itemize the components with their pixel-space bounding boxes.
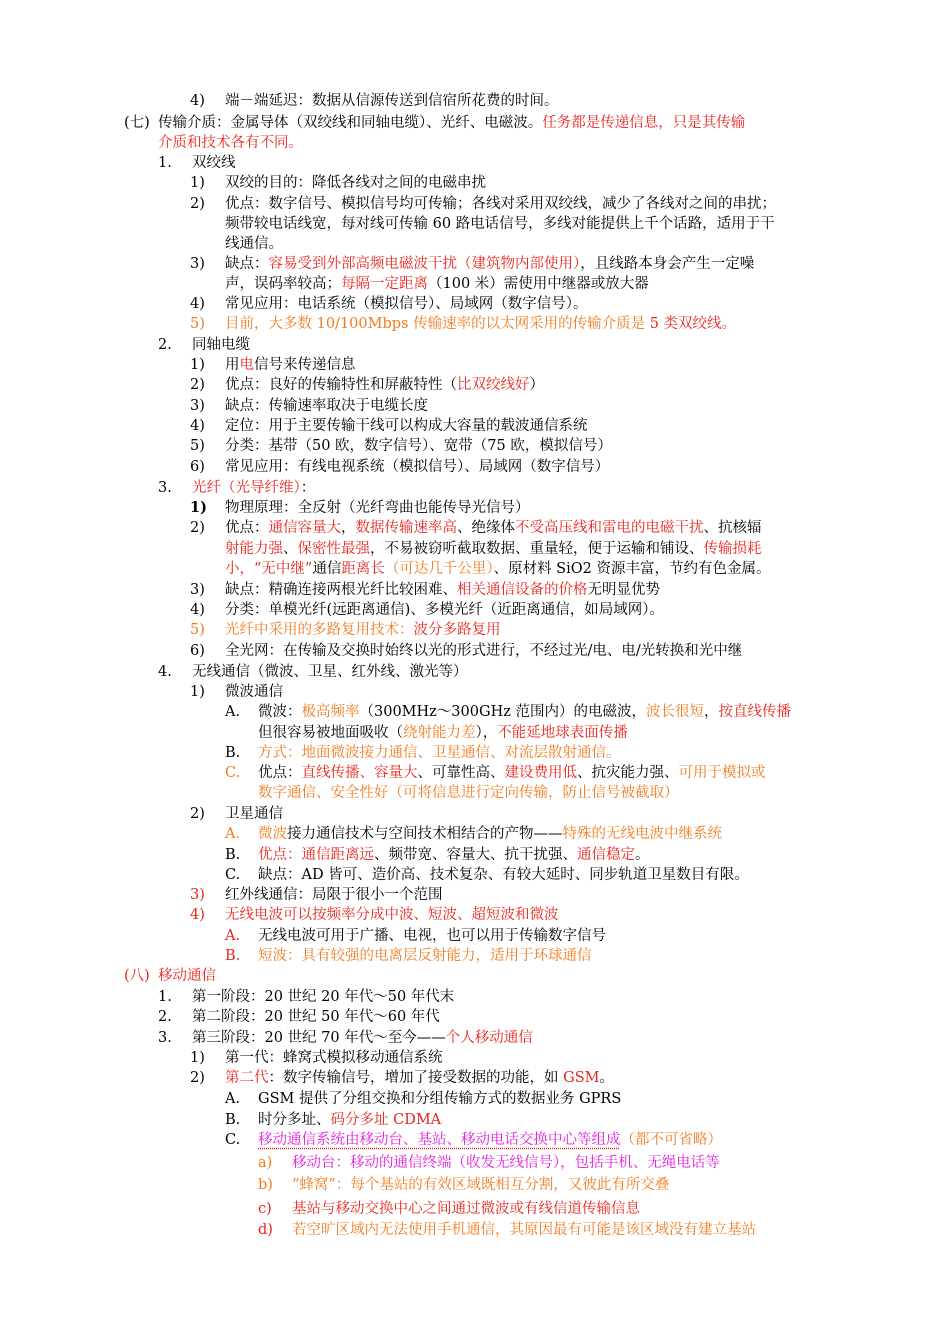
- text-run: 无线电波可用于广播、电视，也可以用于传输数字信号: [258, 928, 606, 944]
- list-marker: 3): [190, 398, 205, 414]
- list-marker: d): [258, 1222, 273, 1238]
- list-marker: 6): [190, 643, 205, 659]
- list-marker: 4.: [158, 664, 172, 680]
- list-marker: 2): [190, 806, 205, 822]
- text-run: 定位：用于主要传输干线可以构成大容量的载波通信系统: [225, 418, 588, 434]
- text-line: [258, 1089, 621, 1109]
- text-run: 缺点：精确连接两根光纤比较困难、: [225, 582, 457, 598]
- text-run: 通信: [312, 561, 342, 577]
- text-run: 通信容量大: [268, 520, 341, 536]
- text-line: [192, 478, 315, 498]
- text-run: 第一代：蜂窝式模拟移动通信系统: [225, 1050, 443, 1066]
- text-line: [225, 375, 544, 395]
- list-marker: 2): [190, 377, 205, 393]
- text-line: [225, 498, 530, 518]
- text-run: 码分多址 CDMA: [330, 1112, 442, 1128]
- list-marker: 1): [190, 499, 207, 516]
- text-run: 特殊的无线电波中继系统: [562, 826, 722, 842]
- text-line: [192, 1028, 533, 1048]
- list-marker: 5): [190, 438, 205, 454]
- text-run: 小，“无中继”: [225, 561, 313, 577]
- text-run: 信号来传递信息: [254, 357, 356, 373]
- list-marker: B.: [225, 745, 241, 761]
- text-run: 频带较电话线宽，每对线可传输 60 路电话信号，多线对能提供上千个话路，适用于干: [225, 216, 775, 232]
- list-marker: a): [258, 1155, 273, 1171]
- text-line: [225, 416, 588, 436]
- text-run: 不能延地球表面传播: [497, 725, 628, 741]
- list-marker: A.: [225, 704, 241, 720]
- text-run: 优点：: [258, 765, 302, 781]
- text-line: [225, 559, 770, 579]
- text-line: [225, 355, 356, 375]
- text-line: [192, 987, 454, 1007]
- text-run: GSM: [563, 1070, 600, 1086]
- text-line: [192, 1007, 440, 1027]
- list-marker: (八): [124, 968, 150, 984]
- text-run: 无线通信（微波、卫星、红外线、激光等）: [192, 664, 468, 680]
- text-run: 分类：单模光纤(远距离通信)、多模光纤（近距离通信，如局域网）。: [225, 602, 665, 618]
- text-line: [258, 845, 650, 865]
- text-run: ，不易被窃听截取数据、重量轻，便于运输和铺设、: [370, 541, 704, 557]
- list-marker: 2): [190, 1070, 205, 1086]
- text-run: 声，误码率较高；: [225, 276, 341, 292]
- list-marker: 4): [190, 296, 205, 312]
- text-run: 端－端延迟：数据从信源传送到信宿所花费的时间。: [225, 93, 559, 109]
- text-run: 双绞的目的：降低各线对之间的电磁串扰: [225, 175, 486, 191]
- text-line: [225, 518, 762, 538]
- text-run: 基站与移动交换中心之间通过微波或有线信道传输信息: [292, 1201, 640, 1217]
- text-line: [192, 153, 236, 173]
- text-line: [225, 580, 660, 600]
- text-run: 但很容易被地面吸收（: [258, 725, 403, 741]
- text-line: [292, 1199, 640, 1219]
- text-run: 介质和技术各有不同。: [158, 135, 303, 151]
- text-run: 无明显优势: [587, 582, 660, 598]
- text-line: [225, 620, 501, 640]
- list-marker: 1): [190, 1050, 205, 1066]
- list-marker: B.: [225, 948, 241, 964]
- text-run: （300MHz～300GHz 范围内）的电磁波，: [359, 704, 646, 720]
- text-run: 光纤中采用的多路复用技术：: [225, 622, 414, 638]
- text-run: 时分多址、: [258, 1112, 331, 1128]
- text-run: 极高频率: [301, 704, 360, 720]
- text-run: 卫星通信: [225, 806, 283, 822]
- text-line: [225, 294, 588, 314]
- text-run: （可达几千公里）: [384, 561, 494, 577]
- text-run: 按直线传播: [718, 704, 791, 720]
- text-run: 用: [225, 357, 240, 373]
- text-run: 第一阶段：20 世纪 20 年代～50 年代末: [192, 989, 455, 1005]
- text-line: [225, 396, 428, 416]
- text-run: 、: [283, 541, 298, 557]
- list-marker: B.: [225, 1112, 241, 1128]
- text-run: 可用于模拟或: [678, 765, 766, 781]
- text-line: [258, 1110, 441, 1130]
- text-line: [258, 723, 628, 743]
- text-run: “蜂窝”：每个基站的有效区域既相互分割，又彼此有所交叠: [292, 1177, 670, 1193]
- text-run: ），: [475, 725, 498, 741]
- text-line: [225, 1068, 614, 1088]
- list-marker: C.: [225, 867, 241, 883]
- text-line: [225, 905, 559, 925]
- text-run: GSM 提供了分组交换和分组传输方式的数据业务 GPRS: [258, 1091, 622, 1107]
- text-run: （都不可省略）: [620, 1132, 722, 1148]
- text-run: 、抗灾能力强、: [577, 765, 679, 781]
- text-run: ，: [703, 704, 719, 720]
- text-line: [225, 804, 283, 824]
- text-run: 常见应用：电话系统（模拟信号）、局域网（数字信号）。: [225, 296, 588, 312]
- list-marker: 3.: [158, 1030, 172, 1046]
- text-run: 不受高压线和雷电的电磁干扰: [515, 520, 704, 536]
- text-run: 任务都是传递信息，只是其传输: [542, 115, 746, 131]
- text-line: [158, 113, 745, 133]
- text-line: [258, 1130, 722, 1150]
- text-line: [225, 254, 754, 274]
- text-run: 每隔一定距离: [341, 276, 428, 292]
- list-marker: (七): [124, 115, 150, 131]
- text-run: 数字通信、安全性好（可将信息进行定向传输，防止信号被截取）: [258, 785, 679, 801]
- text-line: [225, 457, 609, 477]
- text-run: 、可靠性高、: [417, 765, 505, 781]
- text-line: [225, 234, 283, 254]
- text-run: 若空旷区域内无法使用手机通信，其原因最有可能是该区域没有建立基站: [292, 1222, 756, 1238]
- text-run: 、绝缘体: [457, 520, 515, 536]
- text-run: 第二代: [225, 1070, 269, 1086]
- text-run: 个人移动通信: [445, 1030, 533, 1046]
- list-marker: A.: [225, 928, 241, 944]
- list-marker: 1.: [158, 155, 172, 171]
- text-run: 优点：良好的传输特性和屏蔽特性（: [225, 377, 457, 393]
- list-marker: b): [258, 1177, 273, 1193]
- text-run: 通信稳定: [577, 847, 635, 863]
- text-run: 5 类双绞线。: [645, 316, 737, 332]
- text-run: ：: [300, 480, 316, 496]
- text-run: 优点：通信距离远: [258, 847, 374, 863]
- text-run: 方式：地面微波接力通信、卫星通信、对流层散射通信。: [258, 745, 621, 761]
- text-run: 微波: [258, 826, 287, 842]
- text-line: [225, 214, 775, 234]
- text-run: 波分多路复用: [413, 622, 501, 638]
- text-line: [258, 865, 749, 885]
- text-line: [225, 539, 762, 559]
- text-run: 绕射能力差: [403, 725, 476, 741]
- list-marker: 5): [190, 316, 205, 332]
- text-run: ，且线路本身会产生一定噪: [580, 256, 755, 272]
- text-run: 、抗核辐: [703, 520, 762, 536]
- text-line: [258, 926, 606, 946]
- text-run: 全光网：在传输及交换时始终以光的形式进行，不经过光/电、电/光转换和光中继: [225, 643, 743, 659]
- text-run: 分类：基带（50 欧，数字信号）、宽带（75 欧，模拟信号）: [225, 438, 612, 454]
- text-run: 移动通信: [158, 968, 216, 984]
- list-marker: 5): [190, 622, 205, 638]
- text-run: 微波：: [258, 704, 302, 720]
- text-run: 红外线通信：局限于很小一个范围: [225, 887, 443, 903]
- text-run: 优点：: [225, 520, 269, 536]
- text-run: 移动台：移动的通信终端（收发无线信号），包括手机、无绳电话等: [292, 1155, 720, 1171]
- text-line: [258, 824, 722, 844]
- text-line: [292, 1220, 756, 1240]
- text-run: 相关通信设备的价格: [457, 582, 588, 598]
- text-run: 目前，大多数 10/100Mbps 传输速率的以太网采用的传输介质是: [225, 316, 646, 332]
- text-run: 。: [635, 847, 650, 863]
- text-run: 。: [599, 1070, 614, 1086]
- text-line: [258, 763, 766, 783]
- text-run: 同轴电缆: [192, 337, 250, 353]
- text-run: 波长很短: [645, 704, 704, 720]
- text-run: ：数字传输信号，增加了接受数据的功能，如: [268, 1070, 564, 1086]
- text-run: 物理原理：全反射（光纤弯曲也能传导光信号）: [225, 500, 530, 516]
- text-line: [292, 1153, 720, 1173]
- text-line: [225, 600, 664, 620]
- text-run: 比双绞线好: [457, 377, 530, 393]
- text-run: 缺点：AD 皆可、造价高、技术复杂、有较大延时、同步轨道卫星数目有限。: [258, 867, 749, 883]
- text-line: [192, 335, 250, 355]
- text-line: [292, 1175, 669, 1195]
- text-run: 光纤（光导纤维）: [192, 480, 301, 496]
- text-run: 容易受到外部高频电磁波干扰（建筑物内部使用）: [268, 256, 581, 272]
- list-marker: 2.: [158, 1009, 172, 1025]
- list-marker: 4): [190, 602, 205, 618]
- text-run: 、原材料 SiO2 资源丰富，节约有色金属。: [493, 561, 771, 577]
- list-marker: 3): [190, 582, 205, 598]
- list-marker: A.: [225, 826, 241, 842]
- text-line: [158, 133, 303, 153]
- text-run: 、频带宽、容量大、抗干扰强、: [374, 847, 577, 863]
- list-marker: 2): [190, 520, 205, 536]
- text-line: [258, 946, 592, 966]
- text-line: [192, 662, 468, 682]
- text-line: [225, 436, 612, 456]
- text-run: 优点：数字信号、模拟信号均可传输；各线对采用双绞线，减少了各线对之间的串扰；: [225, 196, 776, 212]
- text-run: 距离长: [341, 561, 385, 577]
- list-marker: 3): [190, 887, 205, 903]
- list-marker: c): [258, 1201, 272, 1217]
- text-run: 线通信。: [225, 236, 283, 252]
- text-run: 短波：具有较强的电离层反射能力，适用于环球通信: [258, 948, 592, 964]
- text-line: [225, 274, 649, 294]
- list-marker: A.: [225, 1091, 241, 1107]
- list-marker: 2): [190, 196, 205, 212]
- text-line: [258, 743, 621, 763]
- list-marker: C.: [225, 765, 241, 781]
- text-run: 建设费用低: [504, 765, 577, 781]
- text-line: [225, 91, 559, 111]
- text-run: 移动通信系统由移动台、基站、移动电话交换中心等组成: [258, 1132, 621, 1148]
- list-marker: 3.: [158, 480, 172, 496]
- text-run: ，: [341, 520, 356, 536]
- text-run: 保密性最强: [297, 541, 370, 557]
- text-run: 常见应用：有线电视系统（模拟信号）、局域网（数字信号）: [225, 459, 610, 475]
- text-line: [225, 173, 486, 193]
- text-line: [225, 641, 742, 661]
- list-marker: 1): [190, 175, 205, 191]
- list-marker: 2.: [158, 337, 172, 353]
- list-marker: 4): [190, 93, 205, 109]
- text-line: [258, 702, 791, 722]
- list-marker: 4): [190, 907, 205, 923]
- text-run: 电: [239, 357, 254, 373]
- text-run: 接力通信技术与空间技术相结合的产物——: [287, 826, 563, 842]
- text-run: 第三阶段：20 世纪 70 年代～至今——: [192, 1030, 446, 1046]
- text-run: 缺点：: [225, 256, 269, 272]
- list-marker: 1.: [158, 989, 172, 1005]
- list-marker: 3): [190, 256, 205, 272]
- text-run: 双绞线: [192, 155, 236, 171]
- text-line: [158, 966, 216, 986]
- text-run: 第二阶段：20 世纪 50 年代～60 年代: [192, 1009, 440, 1025]
- text-line: [225, 885, 443, 905]
- text-line: [225, 314, 736, 334]
- list-marker: 4): [190, 418, 205, 434]
- text-run: 无线电波可以按频率分成中波、短波、超短波和微波: [225, 907, 559, 923]
- text-run: 直线传播、容量大: [301, 765, 418, 781]
- list-marker: 1): [190, 684, 205, 700]
- list-marker: B.: [225, 847, 241, 863]
- text-run: 传输介质：金属导体（双绞线和同轴电缆）、光纤、电磁波。: [158, 115, 543, 131]
- text-line: [225, 194, 776, 214]
- list-marker: C.: [225, 1132, 241, 1148]
- text-line: [225, 1048, 443, 1068]
- text-run: 传输损耗: [703, 541, 762, 557]
- text-run: 射能力强: [225, 541, 283, 557]
- text-run: 数据传输速率高: [355, 520, 457, 536]
- text-run: 微波通信: [225, 684, 283, 700]
- list-marker: 1): [190, 357, 205, 373]
- text-run: 缺点：传输速率取决于电缆长度: [225, 398, 428, 414]
- list-marker: 6): [190, 459, 205, 475]
- text-line: [225, 682, 283, 702]
- text-line: [258, 783, 679, 803]
- text-run: （100 米）需使用中继器或放大器: [428, 276, 649, 292]
- text-run: ）: [529, 377, 544, 393]
